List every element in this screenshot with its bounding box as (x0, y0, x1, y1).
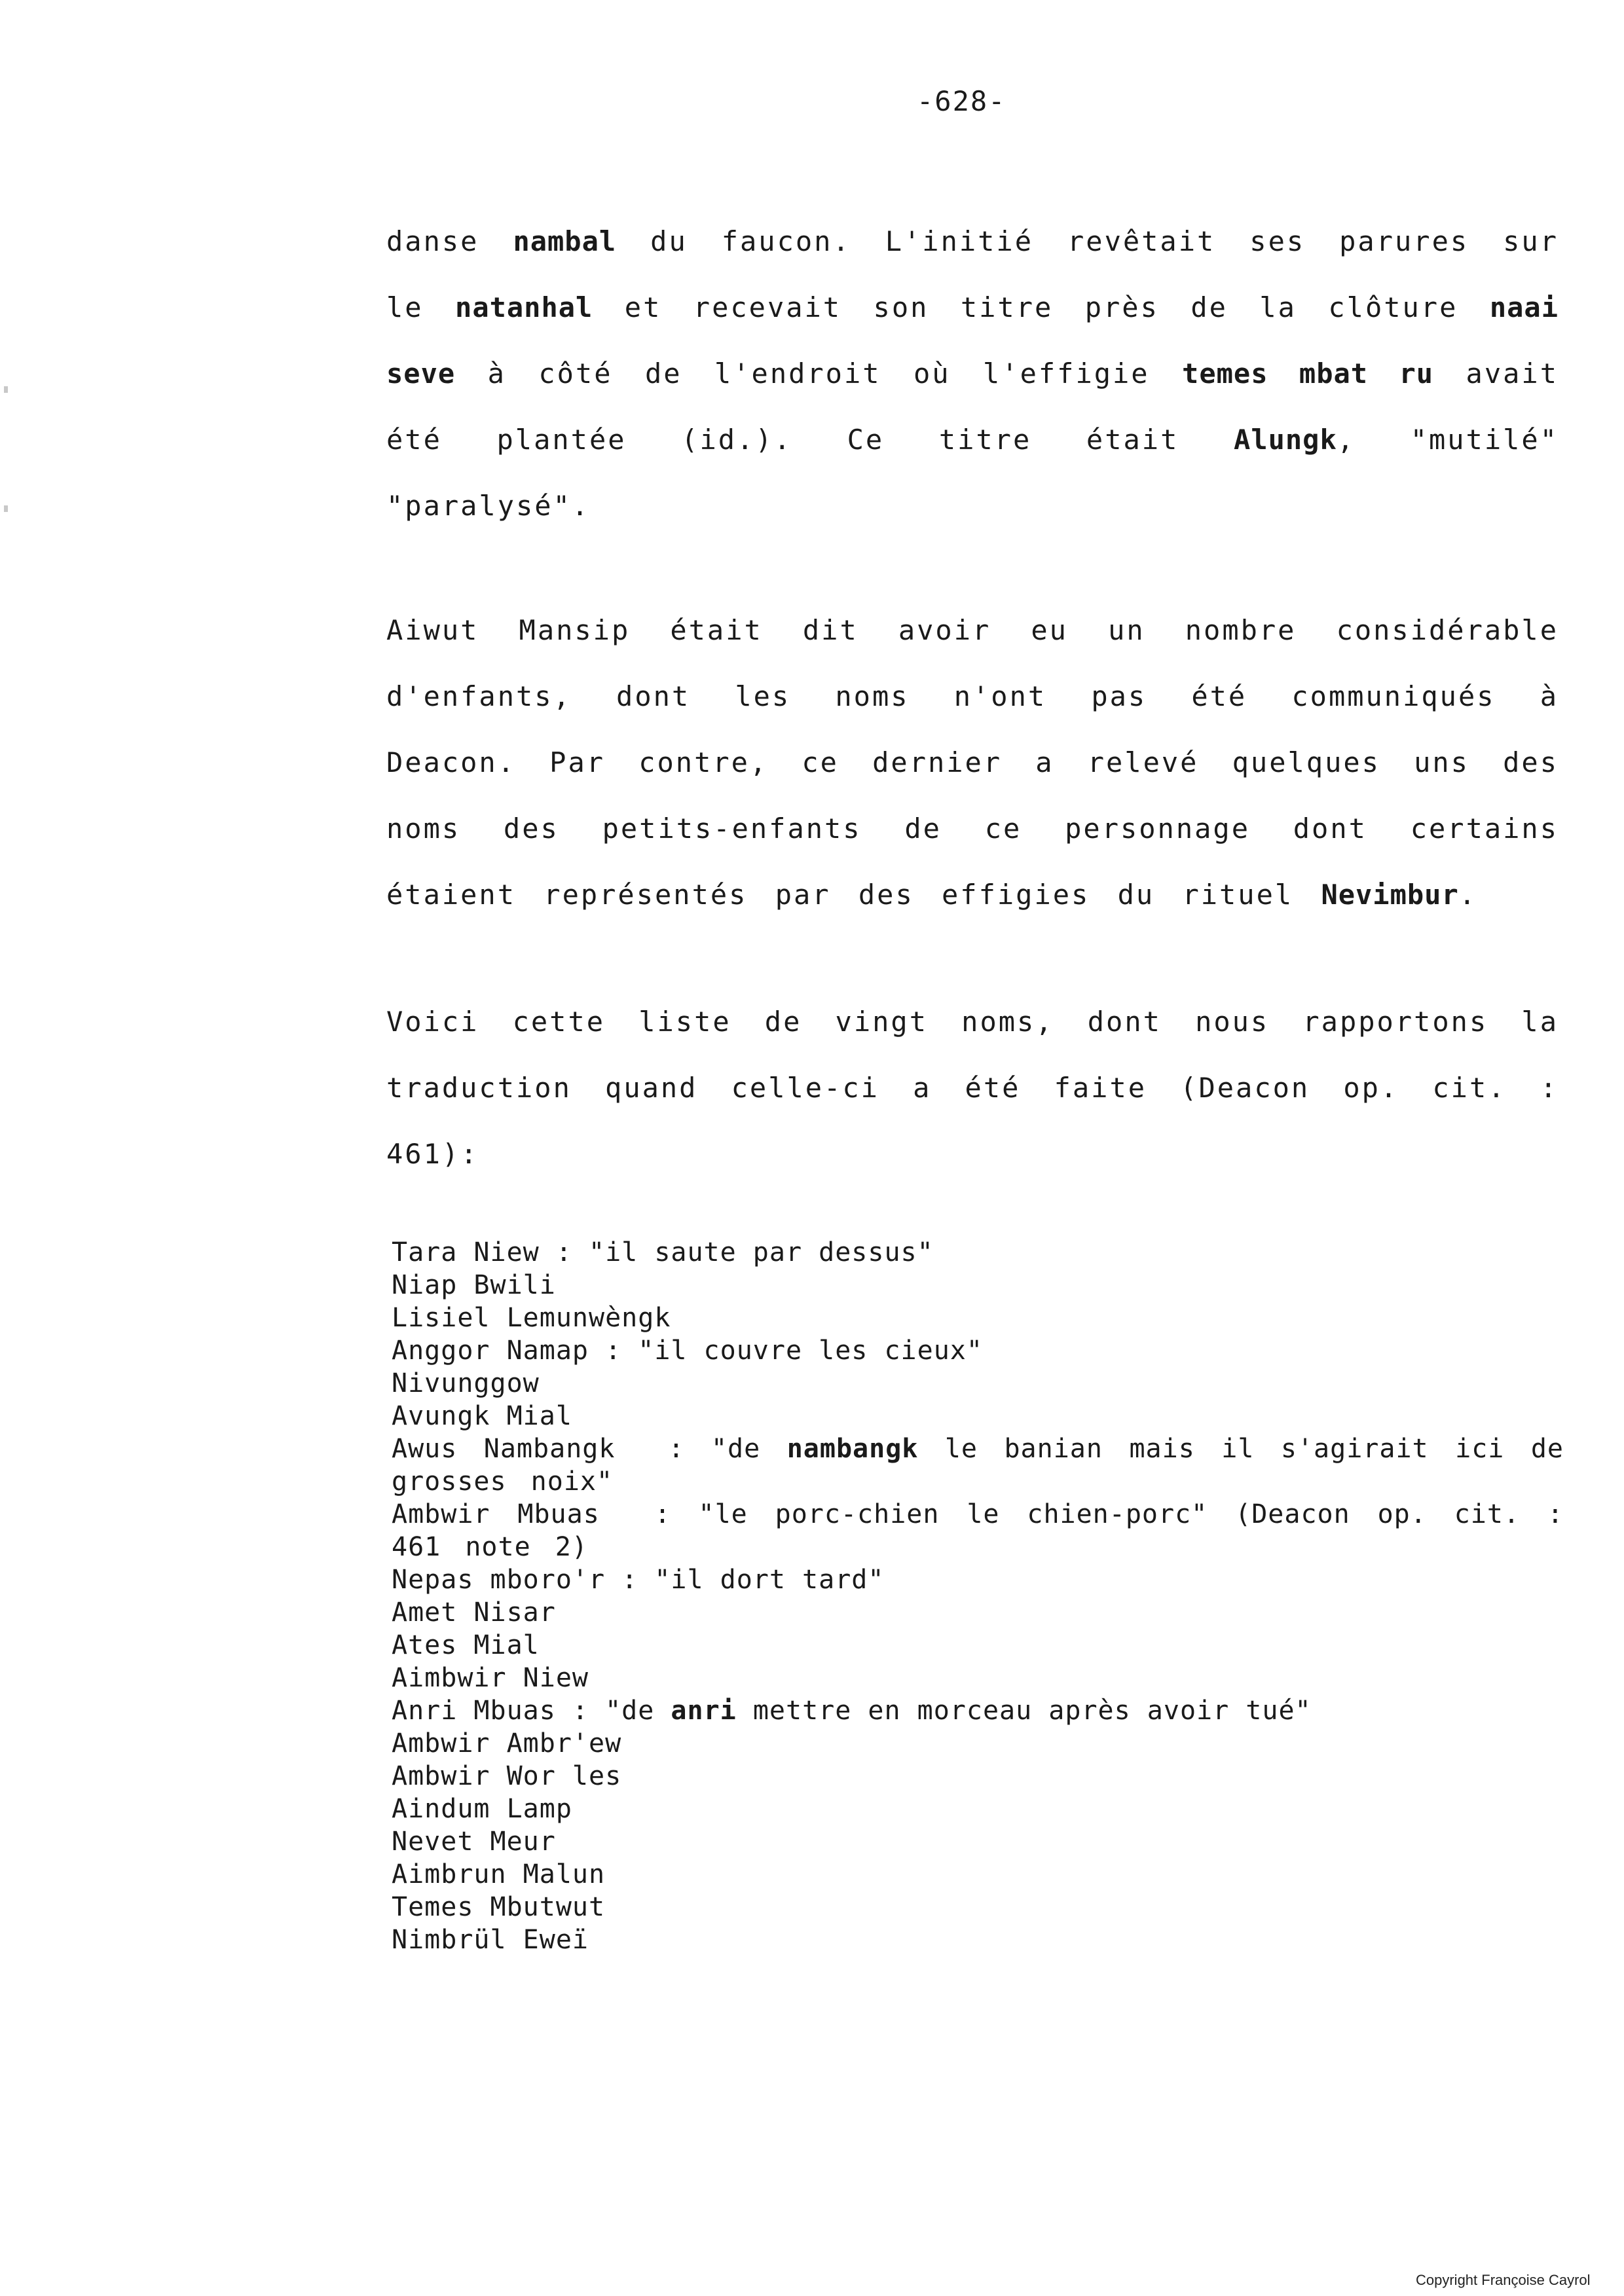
text-segment: Nepas mboro'r : "il dort tard" (392, 1565, 885, 1595)
names-list (392, 1236, 1589, 1956)
name-entry (392, 1367, 1564, 1400)
bold-term: Alungk (1234, 424, 1337, 456)
text-segment: Ambwir Mbuas : "le porc-chien le chien-porc" (Deacon op. cit. : 461 note 2) (392, 1499, 1589, 1562)
bold-term: natanhal (455, 291, 593, 323)
bold-term: Nevimbur (1321, 879, 1459, 911)
text-segment: Avungk Mial (392, 1401, 572, 1431)
copyright-notice: Copyright Françoise Cayrol (1416, 2272, 1591, 2288)
text-segment: Awus Nambangk : "de (392, 1434, 787, 1464)
name-entry (392, 1498, 1589, 1563)
name-entry (392, 1629, 1564, 1662)
name-entry (392, 1891, 1564, 1923)
paragraph-3 (386, 989, 1559, 1187)
name-entry (392, 1563, 1564, 1596)
text-segment: Nivunggow (392, 1368, 540, 1398)
paragraph-1 (386, 208, 1559, 539)
text-segment: Nimbrül Eweï (392, 1925, 589, 1955)
scan-speck (4, 505, 8, 512)
text-segment: , "mutilé" "paralysé". (386, 424, 1559, 522)
bold-term: nambangk (786, 1434, 919, 1464)
scan-speck (4, 386, 8, 393)
text-segment: du faucon. L'initié revêtait ses parures sur le (386, 225, 1559, 323)
text-segment: et recevait son titre près de la clôture (593, 291, 1490, 323)
text-segment: Aimbrun Malun (392, 1859, 606, 1889)
text-segment: Niap Bwili (392, 1270, 556, 1300)
text-segment: . (1458, 879, 1478, 911)
text-segment: Ambwir Ambr'ew (392, 1728, 622, 1758)
name-entry (392, 1400, 1564, 1432)
text-segment: Anri Mbuas : "de (392, 1696, 671, 1726)
text-segment: mettre en morceau après avoir tué" (736, 1696, 1312, 1726)
text-segment: Temes Mbutwut (392, 1892, 606, 1922)
name-entry (392, 1923, 1564, 1956)
bold-term: anri (671, 1696, 737, 1726)
name-entry (392, 1432, 1589, 1498)
name-entry (392, 1727, 1564, 1760)
text-segment: Voici cette liste de vingt noms, dont nous rapportons la traduction quand celle-ci a été faite (Deacon op. cit. : 461): (386, 1006, 1559, 1170)
paragraph-2 (386, 597, 1559, 928)
page-number: -628- (917, 85, 1006, 117)
name-entry (392, 1858, 1564, 1891)
name-entry (392, 1334, 1564, 1367)
bold-term: naai seve (386, 291, 1559, 390)
text-segment: Anggor Namap : "il couvre les cieux" (392, 1336, 983, 1366)
text-segment: à côté de l'endroit où l'effigie (455, 357, 1183, 390)
name-entry (392, 1760, 1564, 1793)
name-entry (392, 1269, 1564, 1302)
text-segment: Aindum Lamp (392, 1794, 572, 1824)
name-entry (392, 1236, 1564, 1269)
text-segment: Ates Mial (392, 1630, 540, 1660)
text-segment: Lisiel Lemunwèngk (392, 1303, 671, 1333)
bold-term: temes mbat ru (1182, 357, 1434, 390)
name-entry (392, 1694, 1564, 1727)
name-entry (392, 1302, 1564, 1334)
text-segment: Nevet Meur (392, 1827, 556, 1857)
bold-term: nambal (513, 225, 617, 257)
text-segment: Tara Niew : "il saute par dessus" (392, 1237, 934, 1267)
text-segment: le banian mais il s'agirait ici de grosses noix" (392, 1434, 1589, 1497)
text-segment: danse (386, 225, 513, 257)
name-entry (392, 1596, 1564, 1629)
name-entry (392, 1662, 1564, 1694)
text-segment: Ambwir Wor les (392, 1761, 622, 1791)
name-entry (392, 1793, 1564, 1825)
name-entry (392, 1825, 1564, 1858)
text-segment: Aiwut Mansip était dit avoir eu un nombre considérable d'enfants, dont les noms n'ont pas été communiqués à Deacon. Par contre, ce dernier a relevé quelques uns des noms des petits-enfants de ce personnage dont certains étaient représentés par des effigies du rituel (386, 614, 1559, 911)
text-segment: Aimbwir Niew (392, 1663, 589, 1693)
text-segment: avait été plantée (id.). Ce titre était (386, 357, 1559, 456)
text-segment: Amet Nisar (392, 1597, 556, 1628)
